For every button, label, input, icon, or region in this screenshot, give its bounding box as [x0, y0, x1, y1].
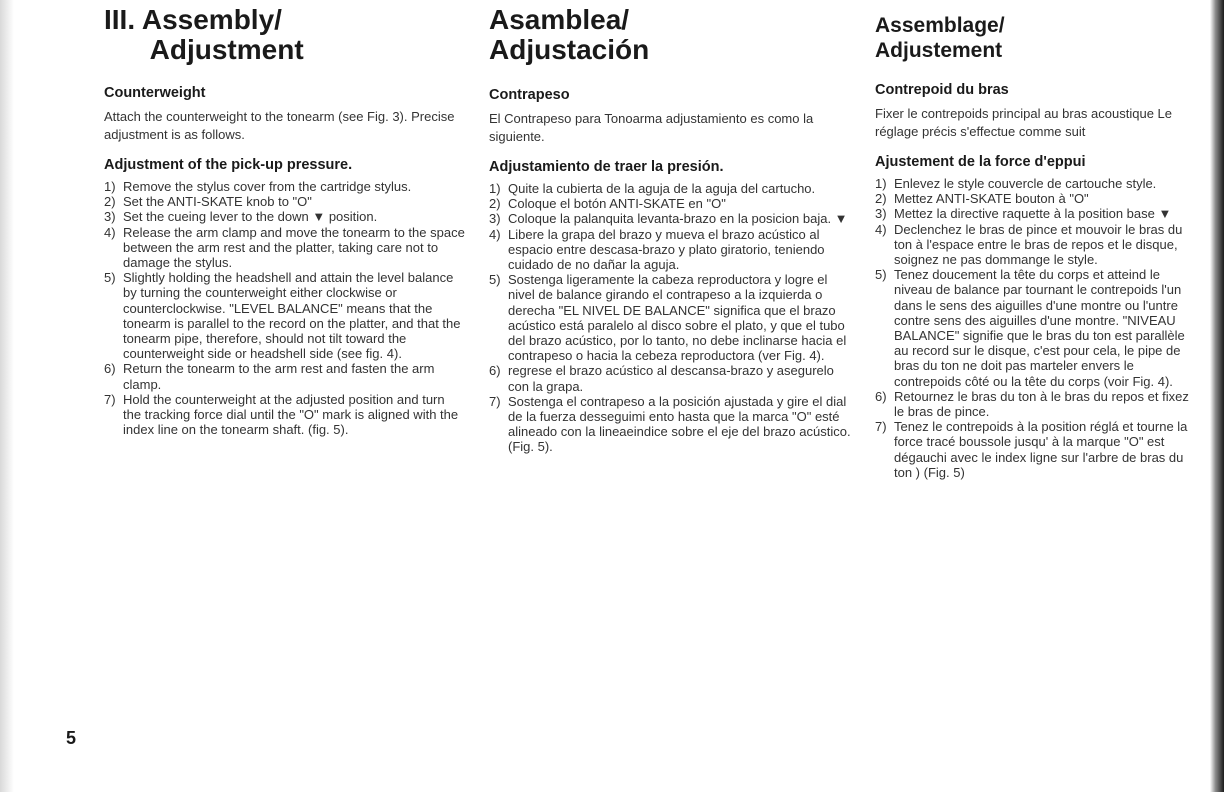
step-item [875, 267, 1193, 389]
counterweight-intro: Fixer le contrepoids principal au bras acoustique Le réglage précis s'effectue comme suit [875, 106, 1173, 139]
step-item [875, 191, 1193, 206]
step-text: Declenchez le bras de pince et mouvoir le bras du ton à l'espace entre le bras de repos et le disque, soignez ne pas dommange le style. [894, 221, 1183, 268]
step-text: Enlevez le style couvercle de cartouche style. [894, 176, 1157, 191]
step-item [104, 392, 466, 438]
step-item [104, 194, 466, 209]
step-item [104, 225, 466, 271]
step-text: Mettez la directive raquette à la position base ▼ [894, 206, 1172, 222]
step-number: 7) [104, 391, 116, 407]
step-number: 6) [104, 361, 116, 377]
step-text: Set the ANTI-SKATE knob to "O" [123, 194, 312, 210]
step-text: Remove the stylus cover from the cartridge stylus. [123, 179, 412, 194]
step-text: Return the tonearm to the arm rest and fasten the arm clamp. [123, 361, 435, 392]
step-text: regrese el brazo acústico al descansa-brazo y asegurelo con la grapa. [508, 363, 834, 394]
step-number: 3) [489, 211, 501, 227]
step-item [875, 176, 1193, 191]
page-left-edge-shadow [0, 0, 14, 792]
step-number: 5) [104, 270, 116, 286]
page-number: 5 [66, 728, 77, 748]
step-text: Release the arm clamp and move the tonearm to the space between the arm rest and the platter, taking care not to damage the stylus. [123, 224, 465, 271]
section-title: III. Assembly/ Adjustment [104, 4, 304, 65]
steps-list [104, 179, 466, 437]
step-text: Quite la cubierta de la aguja de la aguja del cartucho. [508, 181, 816, 196]
counterweight-heading: Contrapeso [489, 87, 570, 103]
step-item [104, 209, 466, 224]
step-number: 1) [489, 181, 501, 196]
step-number: 4) [104, 224, 116, 240]
column-english [104, 0, 466, 437]
step-text: Retournez le bras du ton à le bras du repos et fixez le bras de pince. [894, 388, 1189, 420]
counterweight-heading: Counterweight [104, 85, 206, 101]
step-text: Set the cueing lever to the down ▼ position. [123, 209, 378, 225]
step-text: Mettez ANTI-SKATE bouton à "O" [894, 191, 1089, 207]
step-number: 3) [875, 206, 887, 222]
steps-list [489, 181, 851, 455]
page-right-edge-shadow [1210, 0, 1224, 792]
step-number: 6) [489, 363, 501, 379]
step-number: 4) [489, 226, 501, 242]
step-number: 5) [875, 267, 887, 283]
step-item [875, 419, 1193, 480]
step-item [875, 222, 1193, 268]
step-item [489, 394, 851, 455]
step-number: 2) [489, 196, 501, 212]
step-item [489, 363, 851, 393]
step-item [489, 272, 851, 363]
section-title: Asamblea/ Adjustación [489, 4, 650, 65]
column-french [875, 0, 1193, 480]
step-item [489, 196, 851, 211]
step-text: Sostenga el contrapeso a la posición ajustada y gire el dial de la fuerza desseguimi ento hasta que la marca "O" esté alineado con la lineaeindice sobre el eje del brazo acústico. (Fig. 5). [508, 393, 851, 455]
step-item [489, 181, 851, 196]
step-number: 1) [104, 179, 116, 194]
step-item [875, 206, 1193, 221]
section-title: Assemblage/ Adjustement [875, 14, 1005, 62]
steps-list [875, 176, 1193, 480]
step-number: 2) [104, 194, 116, 210]
step-number: 7) [875, 419, 887, 435]
step-number: 1) [875, 176, 887, 191]
step-text: Libere la grapa del brazo y mueva el brazo acústico al espacio entre descasa-brazo y plato giratorio, teniendo cuidado de no dañar la aguja. [508, 226, 825, 273]
step-number: 5) [489, 272, 501, 288]
step-item [489, 211, 851, 226]
step-number: 2) [875, 191, 887, 207]
pickup-pressure-heading: Ajustement de la force d'eppui [875, 154, 1086, 170]
step-text: Hold the counterweight at the adjusted position and turn the tracking force dial until the "O" mark is aligned with the index line on the tonearm shaft. (fig. 5). [123, 391, 459, 438]
step-text: Coloque el botón ANTI-SKATE en "O" [508, 196, 726, 212]
counterweight-heading: Contrepoid du bras [875, 82, 1009, 98]
step-item [104, 361, 466, 391]
step-item [104, 179, 466, 194]
column-spanish [489, 0, 851, 455]
step-text: Slightly holding the headshell and attain the level balance by turning the counterweight either clockwise or counterclockwise. "LEVEL BALANCE" means that the tonearm is parallel to the record on the platter, and that the tonearm pipe, therefore, should not tilt toward the counterweight side or headshell side (see fig. 4). [123, 270, 461, 362]
pickup-pressure-heading: Adjustamiento de traer la presión. [489, 159, 724, 175]
counterweight-intro: Attach the counterweight to the tonearm (see Fig. 3). Precise adjustment is as follows. [104, 109, 455, 142]
pickup-pressure-heading: Adjustment of the pick-up pressure. [104, 157, 353, 173]
step-number: 7) [489, 393, 501, 409]
step-item [489, 227, 851, 273]
step-number: 6) [875, 388, 887, 404]
step-item [875, 389, 1193, 419]
step-text: Sostenga ligeramente la cabeza reproductora y logre el nivel de balance girando el contrapeso a la izquierda o derecha "EL NIVEL DE BALANCE" significa que el brazo acústico está paralelo al disco sobre el plato, y que el tubo del brazo acústico, por lo tanto, no debe inclinarse hacia el contrapeso o hacia la cebeza reproductora (ver Fig. 4). [508, 272, 847, 364]
step-number: 3) [104, 209, 116, 225]
step-text: Coloque la palanquita levanta-brazo en la posicion baja. ▼ [508, 211, 848, 227]
step-text: Tenez doucement la tête du corps et atteind le niveau de balance par tournant le contrepoids l'un dans le sens des aiguilles d'une montre ou l'untre contre sens des aiguilles d'une montre. "NIVEAU BALANCE" signifie que le bras du ton est parallèle au record sur le disque, c'est pour cela, le pipe de bras du ton ne doit pas marteler envers le contrepoids côté ou la tête du corps (voir Fig. 4). [894, 267, 1185, 389]
step-item [104, 270, 466, 361]
step-number: 4) [875, 221, 887, 237]
counterweight-intro: El Contrapeso para Tonoarma adjustamiento es como la siguiente. [489, 111, 814, 144]
step-text: Tenez le contrepoids à la position réglá et tourne la force tracé boussole jusqu' à la marque "O" est dégauchi avec le index ligne sur l'arbre de bras du ton ) (Fig. 5) [894, 419, 1188, 480]
